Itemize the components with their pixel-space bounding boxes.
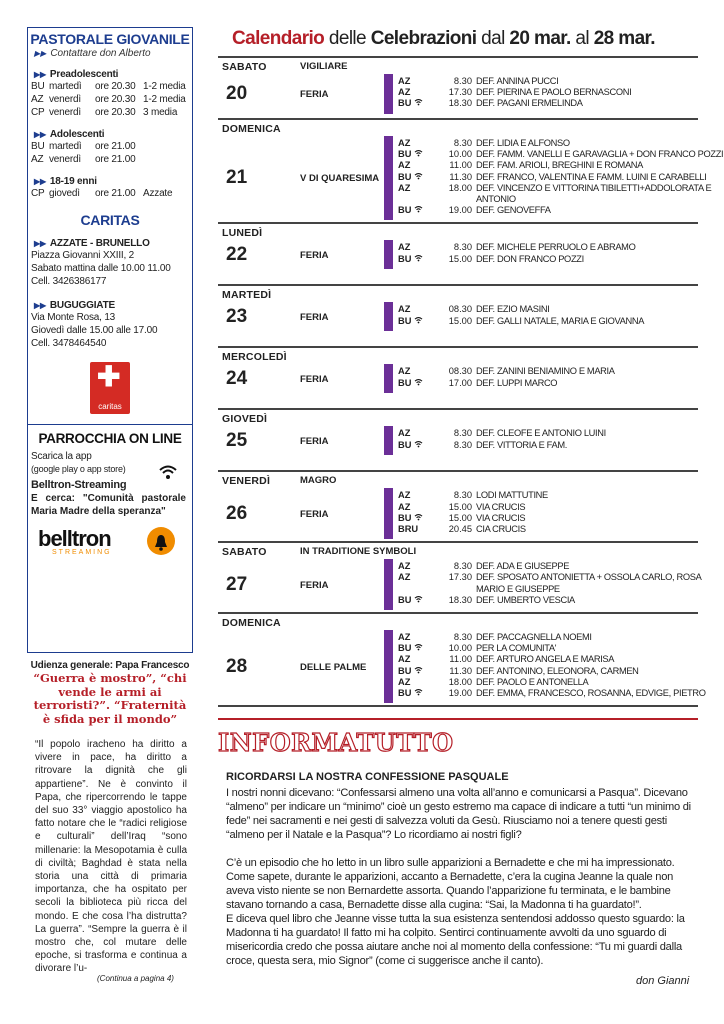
calendar-day [218, 541, 702, 612]
day-description: FERIA [300, 435, 329, 447]
schedule-line: BU martedì ore 20.30 1-2 media [31, 81, 186, 92]
mass-time: 20.45 [448, 523, 472, 534]
mass-intention: CIA CRUCIS [476, 523, 526, 534]
mass-location: AZ [398, 160, 411, 171]
group-head-preadolescenti: ▶▶ Preadolescenti [34, 69, 119, 80]
mass-time: 8.30 [453, 138, 472, 148]
mass-time: 10.00 [448, 149, 472, 160]
pastorale-contact: ▶▶ Contattare don Alberto [34, 48, 151, 59]
mass-location: AZ [398, 76, 411, 86]
online-search: E cerca: "Comunità pastorale Maria Madre della speranza" [31, 493, 186, 517]
double-arrow-icon: ▶▶ [34, 49, 47, 58]
mass-time: 11.00 [449, 160, 472, 171]
cross-icon: ✚ [97, 361, 121, 392]
mass-time: 10.00 [448, 643, 472, 654]
day-number: 28 [226, 655, 248, 677]
info-paragraph: I nostri nonni dicevano: “Confessarsi almeno una volta all’anno e comunicarsi a Pasqua”. Dicevano “almeno” per indicare un “minimo” cioè un gesto estremo ma capace di indicare a tutti “un minimo di fede” nei sacramenti e nei gesti di salvezza voluti da Gesù. Riusciamo noi a tenere questi gesti “almeno per il Natale e la Pasqua”? Lo ricordiamo ai nostri figli? [226, 787, 691, 841]
mass-location: BU [398, 513, 438, 525]
mass-intention: DEF. DON FRANCO POZZI [476, 253, 584, 264]
mass-location: BU [398, 205, 438, 217]
article-body: “Il popolo iracheno ha diritto a vivere in pace, ha diritto a ritrovare la dignità che gli appartiene”. Ne è convinto il Papa, che ripercorrendo le tappe del suo 33° viaggio apostolico ha fatto notare che le “radici religiose e culturali” dell’Iraq “sono millenarie: la Mesopotamia è culla di civiltà; Baghdad è stata nella storia una città di primaria importanza, che ha ospitato per secoli la biblioteca più ricca del mondo. E che cosa l’ha distrutta? La guerra”. “Sempre la guerra è il mostro che, col mutare delle epoche, si trasforma e continua a divorare l’u- [35, 739, 187, 975]
mass-location: AZ [398, 654, 411, 665]
wifi-icon [158, 463, 178, 486]
mass-intention: DEF. GALLI NATALE, MARIA E GIOVANNA [476, 315, 645, 326]
schedule-line: BU martedì ore 21.00 [31, 141, 136, 152]
calendar-day [218, 470, 698, 541]
mass-time: 15.00 [448, 501, 472, 512]
mass-time: 11.30 [449, 665, 472, 676]
day-color-bar [384, 630, 393, 703]
wifi-icon [414, 101, 423, 108]
day-name: SABATO [222, 546, 267, 559]
double-arrow-icon: ▶▶ [34, 177, 46, 186]
info-divider [218, 718, 698, 720]
mass-time: 8.30 [453, 631, 472, 642]
day-description: FERIA [300, 88, 329, 100]
day-number: 20 [226, 82, 248, 104]
day-name: LUNEDÌ [222, 227, 263, 240]
mass-intention: DEF. PIERINA E PAOLO BERNASCONI [476, 87, 632, 98]
mass-intention: VIA CRUCIS [476, 501, 526, 512]
calendar-day [218, 612, 706, 705]
calendar-bottom-rule [218, 705, 698, 707]
mass-location: AZ [398, 572, 411, 583]
day-note: MAGRO [300, 475, 337, 487]
caritas-hours: Giovedì dalle 15.00 alle 17.00 [31, 325, 158, 336]
mass-time: 8.30 [453, 490, 472, 501]
mass-time: 8.30 [453, 76, 472, 86]
wifi-icon [414, 175, 423, 182]
article-headline: “Guerra è mostro”, “chi vende le armi ai terroristi?”. “Fraternità è sfida per il mondo” [33, 671, 187, 726]
day-number: 23 [226, 305, 248, 327]
mass-location: AZ [398, 304, 411, 315]
mass-intention: DEF. CLEOFE E ANTONIO LUINI [476, 428, 606, 439]
day-number: 21 [226, 167, 248, 189]
caritas-logo: ✚ caritas [90, 362, 130, 414]
calendar-title: Calendario delle Celebrazioni dal 20 mar. al 28 mar. [232, 28, 655, 49]
caritas-hours: Sabato mattina dalle 10.00 11.00 [31, 263, 171, 274]
mass-time: 08.30 [448, 366, 472, 377]
mass-intention: MARIO E GIUSEPPE [476, 583, 560, 594]
mass-intention: PER LA COMUNITA' [476, 643, 557, 654]
online-app-name: Belltron-Streaming [31, 479, 127, 491]
mass-intention: ANTONIO [476, 193, 516, 204]
mass-time: 17.30 [448, 572, 472, 583]
mass-time: 15.00 [448, 315, 472, 326]
day-name: MARTEDÌ [222, 289, 272, 302]
mass-time: 11.30 [449, 171, 472, 182]
day-description: V DI QUARESIMA [300, 173, 380, 185]
mass-location: AZ [398, 182, 411, 193]
mass-intention: DEF. EZIO MASINI [476, 304, 550, 315]
mass-time: 8.30 [453, 242, 472, 253]
double-arrow-icon: ▶▶ [34, 239, 46, 248]
mass-time: 18.00 [448, 676, 472, 687]
day-name: SABATO [222, 61, 267, 73]
mass-intention: DEF. SPOSATO ANTONIETTA + OSSOLA CARLO, ROSA [476, 572, 702, 583]
mass-location: BU [398, 688, 438, 700]
info-body [226, 786, 692, 982]
mass-intention: DEF. PAOLO E ANTONELLA [476, 676, 589, 687]
day-number: 27 [226, 573, 248, 595]
mass-intention: DEF. ADA E GIUSEPPE [476, 561, 570, 572]
mass-intention: DEF. FRANCO, VALENTINA E FAMM. LUINI E CARABELLI [476, 171, 707, 182]
mass-intention: DEF. LUPPI MARCO [476, 377, 558, 388]
day-number: 24 [226, 367, 248, 389]
wifi-icon [414, 646, 423, 653]
schedule-line: CP giovedì ore 21.00 Azzate [31, 188, 173, 199]
mass-location: AZ [398, 561, 411, 572]
mass-intention: DEF. ANTONINO, ELEONORA, CARMEN [476, 665, 639, 676]
mass-time: 18.30 [448, 594, 472, 605]
info-signature: don Gianni [636, 975, 690, 987]
day-color-bar [384, 136, 393, 220]
mass-intention: DEF. PACCAGNELLA NOEMI [476, 631, 592, 642]
day-note: IN TRADITIONE SYMBOLI [300, 546, 417, 558]
mass-time: 11.00 [449, 654, 472, 665]
mass-intention: DEF. FAMM. VANELLI E GARAVAGLIA + DON FRANCO POZZI [476, 149, 724, 160]
day-name: DOMENICA [222, 123, 281, 135]
mass-location: BU [398, 643, 438, 655]
caritas-address: Via Monte Rosa, 13 [31, 312, 116, 323]
wifi-icon [414, 208, 423, 215]
pastorale-title: PASTORALE GIOVANILE [30, 31, 190, 47]
mass-location: AZ [398, 428, 411, 439]
mass-intention: DEF. PAGANI ERMELINDA [476, 98, 583, 109]
mass-intention: DEF. GENOVEFFA [476, 205, 551, 216]
calendar-day [218, 222, 698, 284]
wifi-icon [414, 381, 423, 388]
mass-time: 17.30 [448, 87, 472, 98]
wifi-icon [414, 152, 423, 159]
mass-location: AZ [398, 490, 411, 501]
schedule-line: AZ venerdì ore 20.30 1-2 media [31, 94, 186, 105]
group-head-18-19: ▶▶ 18-19 enni [34, 176, 97, 187]
day-number: 25 [226, 429, 248, 451]
day-color-bar [384, 426, 393, 454]
mass-time: 18.30 [448, 98, 472, 109]
mass-intention: LODI MATTUTINE [476, 490, 548, 501]
day-number: 22 [226, 243, 248, 265]
bell-icon [146, 526, 176, 561]
calendar-day [218, 118, 724, 222]
mass-time: 17.00 [448, 377, 472, 388]
caritas-buguggiate-head: ▶▶ BUGUGGIATE [34, 300, 115, 311]
mass-location: BU [398, 666, 438, 678]
day-color-bar [384, 240, 393, 268]
day-color-bar [384, 364, 393, 392]
article-header [27, 660, 193, 726]
wifi-icon [414, 691, 423, 698]
mass-time: 08.30 [448, 304, 472, 315]
online-line2: (google play o app store) [31, 464, 126, 474]
left-sidebar-box [27, 27, 193, 653]
mass-location: BU [398, 254, 438, 266]
mass-time: 8.30 [453, 561, 472, 572]
schedule-line: CP venerdì ore 20.30 3 media [31, 107, 178, 118]
calendar-day [218, 408, 698, 470]
calendar-day [218, 346, 698, 408]
mass-location: BU [398, 172, 438, 184]
mass-time: 15.00 [448, 253, 472, 264]
mass-location: BRU [398, 523, 419, 534]
day-color-bar [384, 559, 393, 610]
day-name: VENERDÌ [222, 475, 271, 488]
day-description: FERIA [300, 579, 329, 591]
double-arrow-icon: ▶▶ [34, 70, 46, 79]
online-title: PARROCCHIA ON LINE [38, 431, 182, 446]
day-description: FERIA [300, 311, 329, 323]
day-number: 26 [226, 502, 248, 524]
caritas-phone: Cell. 3478464540 [31, 338, 107, 349]
mass-time: 18.00 [448, 182, 472, 193]
mass-location: BU [398, 149, 438, 161]
caritas-title: CARITAS [80, 212, 140, 228]
mass-location: BU [398, 378, 438, 390]
day-description: FERIA [300, 508, 329, 520]
mass-time: 19.00 [448, 687, 472, 698]
belltron-logo: belltron STREAMING [28, 524, 192, 560]
mass-intention: DEF. EMMA, FRANCESCO, ROSANNA, EDVIGE, PIETRO [476, 687, 706, 698]
double-arrow-icon: ▶▶ [34, 130, 46, 139]
info-subtitle: RICORDARSI LA NOSTRA CONFESSIONE PASQUALE [226, 771, 509, 783]
mass-location: AZ [398, 138, 411, 148]
caritas-phone: Cell. 3426386177 [31, 276, 107, 287]
info-paragraph: C’è un episodio che ho letto in un libro sulle apparizioni a Bernadette e che mi ha impressionato. Come sapete, durante le apparizioni, accanto a Bernadette, c’era la cugina Jeanne la quale non aveva visto niente se non Bernardette assorta. Quando l’apparizione fu terminata, e le bambine stavano tornando a casa, Bernadette disse alla cugina: “Sai, la Madonna ti ha guardato!”. [226, 857, 675, 911]
mass-location: AZ [398, 242, 411, 253]
mass-intention: DEF. UMBERTO VESCIA [476, 594, 575, 605]
mass-location: AZ [398, 631, 411, 642]
day-note: VIGILIARE [300, 61, 348, 72]
mass-intention: DEF. MICHELE PERRUOLO E ABRAMO [476, 242, 636, 253]
mass-time: 8.30 [453, 439, 472, 450]
mass-intention: VIA CRUCIS [476, 512, 526, 523]
day-color-bar [384, 74, 393, 114]
mass-intention: DEF. FAM. ARIOLI, BREGHINI E ROMANA [476, 160, 644, 171]
article-continue: (Continua a pagina 4) [97, 974, 174, 983]
day-color-bar [384, 488, 393, 539]
mass-location: BU [398, 98, 438, 110]
mass-location: AZ [398, 501, 411, 512]
schedule-line: AZ venerdì ore 21.00 [31, 154, 136, 165]
day-description: FERIA [300, 373, 329, 385]
wifi-icon [414, 516, 423, 523]
mass-intention: DEF. VINCENZO E VITTORINA TIBILETTI+ADDOLORATA E [476, 182, 712, 193]
caritas-azzate-head: ▶▶ AZZATE - BRUNELLO [34, 238, 150, 249]
info-paragraph: E diceva quel libro che Jeanne visse tutta la sua esistenza sentendosi addosso questo sguardo: la Madonna ti ha guardato! Il fatto mi ha colpito. Sentirci continuamente avvolti da uno sguardo di misericordia credo che possa aiutare anche noi al momento della confessione: “Tu mi guardi dalla croce, questa sera, mio Signor” (come ci suggerisce anche il canto). [226, 913, 685, 967]
mass-location: BU [398, 440, 438, 452]
group-head-adolescenti: ▶▶ Adolescenti [34, 129, 105, 140]
article-kicker: Udienza generale: Papa Francesco [30, 660, 190, 671]
wifi-icon [414, 669, 423, 676]
double-arrow-icon: ▶▶ [34, 301, 46, 310]
mass-location: BU [398, 316, 438, 328]
mass-location: AZ [398, 676, 411, 687]
mass-intention: DEF. LIDIA E ALFONSO [476, 138, 570, 148]
mass-intention: DEF. ARTURO ANGELA E MARISA [476, 654, 615, 665]
wifi-icon [414, 319, 423, 326]
day-description: FERIA [300, 249, 329, 261]
mass-time: 8.30 [453, 428, 472, 439]
mass-location: BU [398, 595, 438, 607]
day-name: DOMENICA [222, 616, 281, 629]
calendar-day [218, 284, 698, 346]
day-color-bar [384, 302, 393, 330]
mass-time: 15.00 [448, 512, 472, 523]
wifi-icon [414, 257, 423, 264]
info-title: INFORMATUTTO [218, 728, 454, 757]
day-description: DELLE PALME [300, 661, 367, 673]
wifi-icon [414, 598, 423, 605]
calendar-day [218, 56, 698, 118]
mass-intention: DEF. ANNINA PUCCI [476, 76, 559, 86]
mass-intention: DEF. ZANINI BENIAMINO E MARIA [476, 366, 615, 377]
mass-intention: DEF. VITTORIA E FAM. [476, 439, 567, 450]
calendar-table [218, 56, 724, 707]
online-line1: Scarica la app [31, 451, 92, 462]
mass-location: AZ [398, 87, 411, 98]
day-name: MERCOLEDÌ [222, 351, 287, 364]
mass-time: 19.00 [448, 205, 472, 216]
wifi-icon [414, 443, 423, 450]
caritas-address: Piazza Giovanni XXIII, 2 [31, 250, 135, 261]
mass-location: AZ [398, 366, 411, 377]
day-name: GIOVEDÌ [222, 413, 268, 426]
